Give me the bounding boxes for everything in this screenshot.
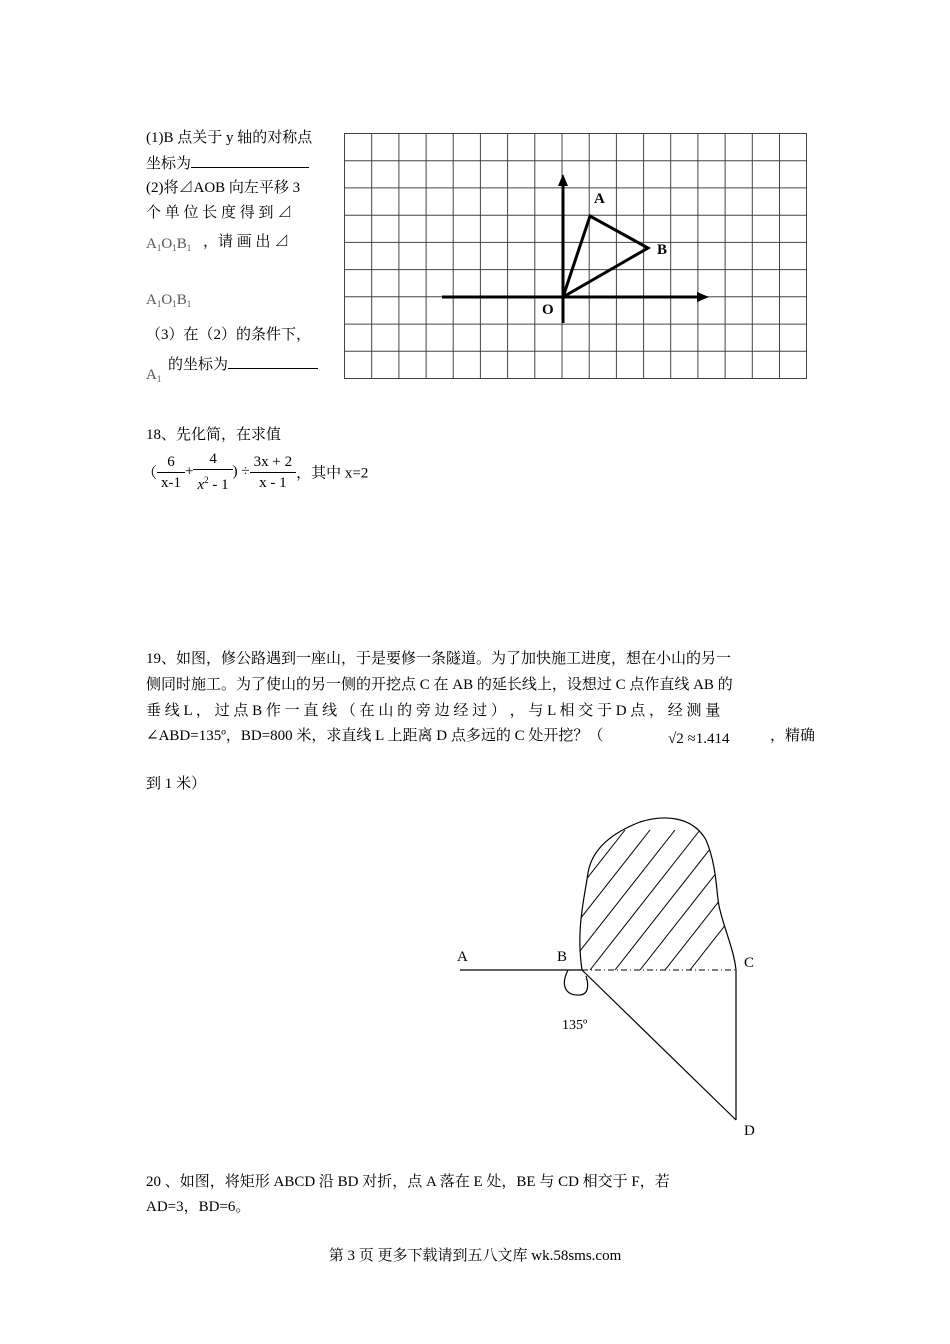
q17-part2-line3: ，请 画 出 ⊿ xyxy=(203,234,290,250)
angle-arc xyxy=(564,970,587,995)
q17-answer-blank-1[interactable] xyxy=(191,151,309,168)
q19-tunnel-figure xyxy=(440,810,790,1145)
q17-answer-blank-2[interactable] xyxy=(228,352,318,369)
q17-triangle-a1o1b1-2: $A_1O_1B_1$ xyxy=(146,292,192,309)
y-axis-arrow-icon xyxy=(558,174,568,186)
label-a: A xyxy=(594,191,605,207)
label-b: B xyxy=(657,242,668,258)
label-b: B xyxy=(557,949,568,965)
q18-heading: 18、先化简，在求值 xyxy=(146,427,282,443)
q18-frac-2: $\frac{4}{x^2 - 1}$ xyxy=(193,449,232,495)
q19-line-3: 垂 线 L ， 过 点 B 作 一 直 线 （ 在 山 的 旁 边 经 过 ） ， 与 L 相 交 于 D 点 ， 经 测 量 xyxy=(146,703,721,719)
q17-part1-line2 xyxy=(146,151,309,177)
q17-point-a1: $A_1$ xyxy=(146,367,162,384)
label-d: D xyxy=(744,1123,755,1139)
q19-line-1: 19、如图，修公路遇到一座山，于是要修一条隧道。为了加快施工进度，想在小山的另一 xyxy=(146,651,732,667)
triangle-aob xyxy=(563,216,648,297)
q19-line-2: 侧同时施工。为了使山的另一侧的开挖点 C 在 AB 的延长线上，设想过 C 点作直线 AB 的 xyxy=(146,677,733,693)
q19-line-4-end: ，精确 xyxy=(770,728,816,744)
q17-part3-line1: （3）在（2）的条件下， xyxy=(146,327,312,343)
x-axis-arrow-icon xyxy=(697,292,709,302)
page-footer: 第 3 页 更多下载请到五八文库 wk.58sms.com xyxy=(328,1248,622,1264)
q19-line-4: ∠ABD=135º，BD=800 米，求直线 L 上距离 D 点多远的 C 处开挖？（ xyxy=(146,728,604,744)
q17-part2-line2: 个 单 位 长 度 得 到 ⊿ xyxy=(146,205,293,221)
q20-line-1: 20 、如图，将矩形 ABCD 沿 BD 对折，点 A 落在 E 处，BE 与 CD 相交于 F，若 xyxy=(146,1174,670,1190)
q17-part1-line1: (1)B 点关于 y 轴的对称点 xyxy=(146,130,313,146)
q17-coordinate-grid xyxy=(340,130,815,385)
q18-frac-1: $\frac{6}{x-1}$ xyxy=(157,452,185,493)
q17-part2-line1: (2)将⊿AOB 向左平移 3 xyxy=(146,180,301,196)
q20-line-2: AD=3，BD=6。 xyxy=(146,1199,251,1215)
label-angle-135: 135º xyxy=(562,1018,588,1033)
label-a: A xyxy=(457,949,468,965)
q17-part3-line2: 的坐标为 xyxy=(168,352,318,378)
line-bd xyxy=(582,970,736,1120)
q18-expression: （ $\frac{6}{x-1}$ + $\frac{4}{x^2 - 1}$ ) ÷ $\frac{3x + 2}{x - 1}$ ，其中 x=2 xyxy=(142,451,369,493)
q19-sqrt: √2 ≈1.414 xyxy=(668,731,730,747)
q17-triangle-a1o1b1-1: $A_1O_1B_1$ xyxy=(146,236,192,253)
q19-line-5: 到 1 米） xyxy=(146,776,207,792)
q17-part1-label: 坐标为 xyxy=(146,156,192,172)
label-o: O xyxy=(542,302,554,318)
q18-frac-3: $\frac{3x + 2}{x - 1}$ xyxy=(250,452,296,493)
label-c: C xyxy=(744,955,755,971)
